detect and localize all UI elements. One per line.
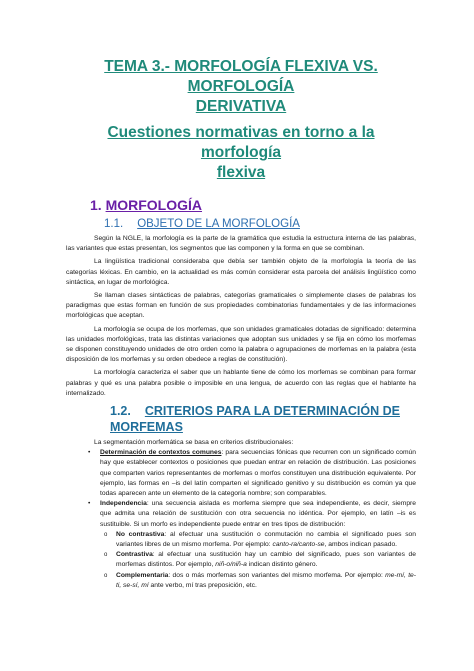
sub-list-item-lead: No contrastiva — [116, 530, 165, 538]
subsection-number: 1.2. — [110, 404, 131, 419]
paragraph: La segmentación morfemática se basa en criterios distribucionales: — [94, 439, 294, 447]
page-subtitle-line1: Cuestiones normativas en torno a la morfología — [107, 124, 375, 161]
example: canto-ra/canto-se — [272, 541, 325, 549]
sub-list-item — [100, 530, 416, 550]
sub-list-item-lead: Contrastiva — [116, 551, 153, 559]
subsection-heading-1-2 — [110, 403, 416, 435]
page-subtitle-line2: flexiva — [216, 164, 266, 181]
sub-list-item-text: : dos o más morfemas son variantes del mismo morfema. Por ejemplo: — [168, 571, 386, 579]
paragraph: La lingüística tradicional consideraba que debía ser también objeto de la morfología la teoría de las categorías léxicas. En cambio, en la actualidad es más común considerar esta parcela del análisis lingüístico como sintáctica, en lugar de morfológica. — [66, 258, 416, 286]
subsection-title: OBJETO DE LA MORFOLOGÍA — [137, 218, 300, 230]
subsection-title: CRITERIOS PARA LA DETERMINACIÓN DE MORFEMAS — [110, 404, 400, 435]
subsection-number: 1.1. — [104, 218, 124, 230]
sub-list-item-text: ante verbo, mí tras preposición, etc. — [148, 581, 257, 589]
distribution-list — [100, 530, 416, 591]
section-title: MORFOLOGÍA — [105, 197, 203, 213]
sub-list-item-text: , ambos indican pasado. — [324, 541, 398, 549]
sub-list-item-text: : al efectuar una sustitución hay un cambio del significado, pues son variantes de morfemas distintos. Por ejemplo, — [116, 551, 416, 569]
sub-list-item-lead: Complementaria — [116, 571, 169, 579]
sub-list-item — [100, 571, 416, 591]
section-heading — [90, 196, 416, 214]
list-item — [66, 448, 416, 499]
page-title-line1: TEMA 3.- MORFOLOGÍA FLEXIVA VS. MORFOLOGÍA — [104, 58, 378, 95]
criteria-list — [66, 448, 416, 591]
list-item-lead: Determinación de contextos comunes — [100, 449, 222, 457]
sub-list-item-text: : al efectuar una sustitución o conmutación no cambia el significado pues son variantes libres de un mismo morfema. Por ejemplo: — [116, 530, 416, 549]
page-title-line2: DERIVATIVA — [195, 98, 287, 115]
section-number: 1. — [90, 197, 102, 213]
paragraph: Se llaman clases sintácticas de palabras, categorías gramaticales o simplemente clases de palabras los paradigmas que estas forman en función de sus propiedades combinatorias fundamentales y de las informaciones morfológicas que aceptan. — [66, 292, 416, 320]
sub-list-item — [100, 550, 416, 570]
example: niñ-o/niñ-a — [215, 561, 247, 569]
sub-list-item-text: indican distinto género. — [246, 561, 318, 569]
subsection-heading-1-1 — [104, 216, 416, 232]
paragraph: La morfología se ocupa de los morfemas, que son unidades gramaticales dotadas de significado: determina las unidades morfológicas, trata las distintas variaciones que adoptan sus unidades y se fija en cómo los morfemas se disponen constituyendo unidades de otro orden como la palabra o agrupaciones de morfemas en la palabra (esta disposición de los morfemas y su orden obedece a reglas de constitución). — [66, 325, 416, 364]
paragraph: La morfología caracteriza el saber que un hablante tiene de cómo los morfemas se combinan para formar palabras y qué es una palabra posible o imposible en una lengua, de acuerdo con las reglas que el hablante ha internalizado. — [66, 369, 416, 397]
example: me-mí, te- ti, se-sí, mí — [116, 571, 416, 589]
list-item-lead: Independencia — [100, 500, 147, 508]
paragraph: Según la NGLE, la morfología es la parte de la gramática que estudia la estructura interna de las palabras, las variantes que estas presentan, los segmentos que las componen y la forma en que se combinan. — [66, 235, 416, 253]
list-item-text: : para secuencias fónicas que recurren con un significado común hay que establecer contextos o posiciones que puedan entrar en relación de distribución. Las posiciones que comparten varios representantes de morfemas o morfos constituyen una distribución equivalente. Por ejemplo, las formas en –is del latín comparten el significado genitivo y su distribución es común ya que todas aparecen ante un elemento de la categoría nombre; son comparables. — [100, 449, 416, 498]
list-item — [66, 499, 416, 591]
list-item-text: : una secuencia aislada es morfema siempre que sea independiente, es decir, siempre que admita una relación de sustitución con otra secuencia no idéntica. Por ejemplo, en latín –is es sustituible. Si un morfo es independiente puede entrar en tres tipos de distribución: — [100, 500, 416, 528]
